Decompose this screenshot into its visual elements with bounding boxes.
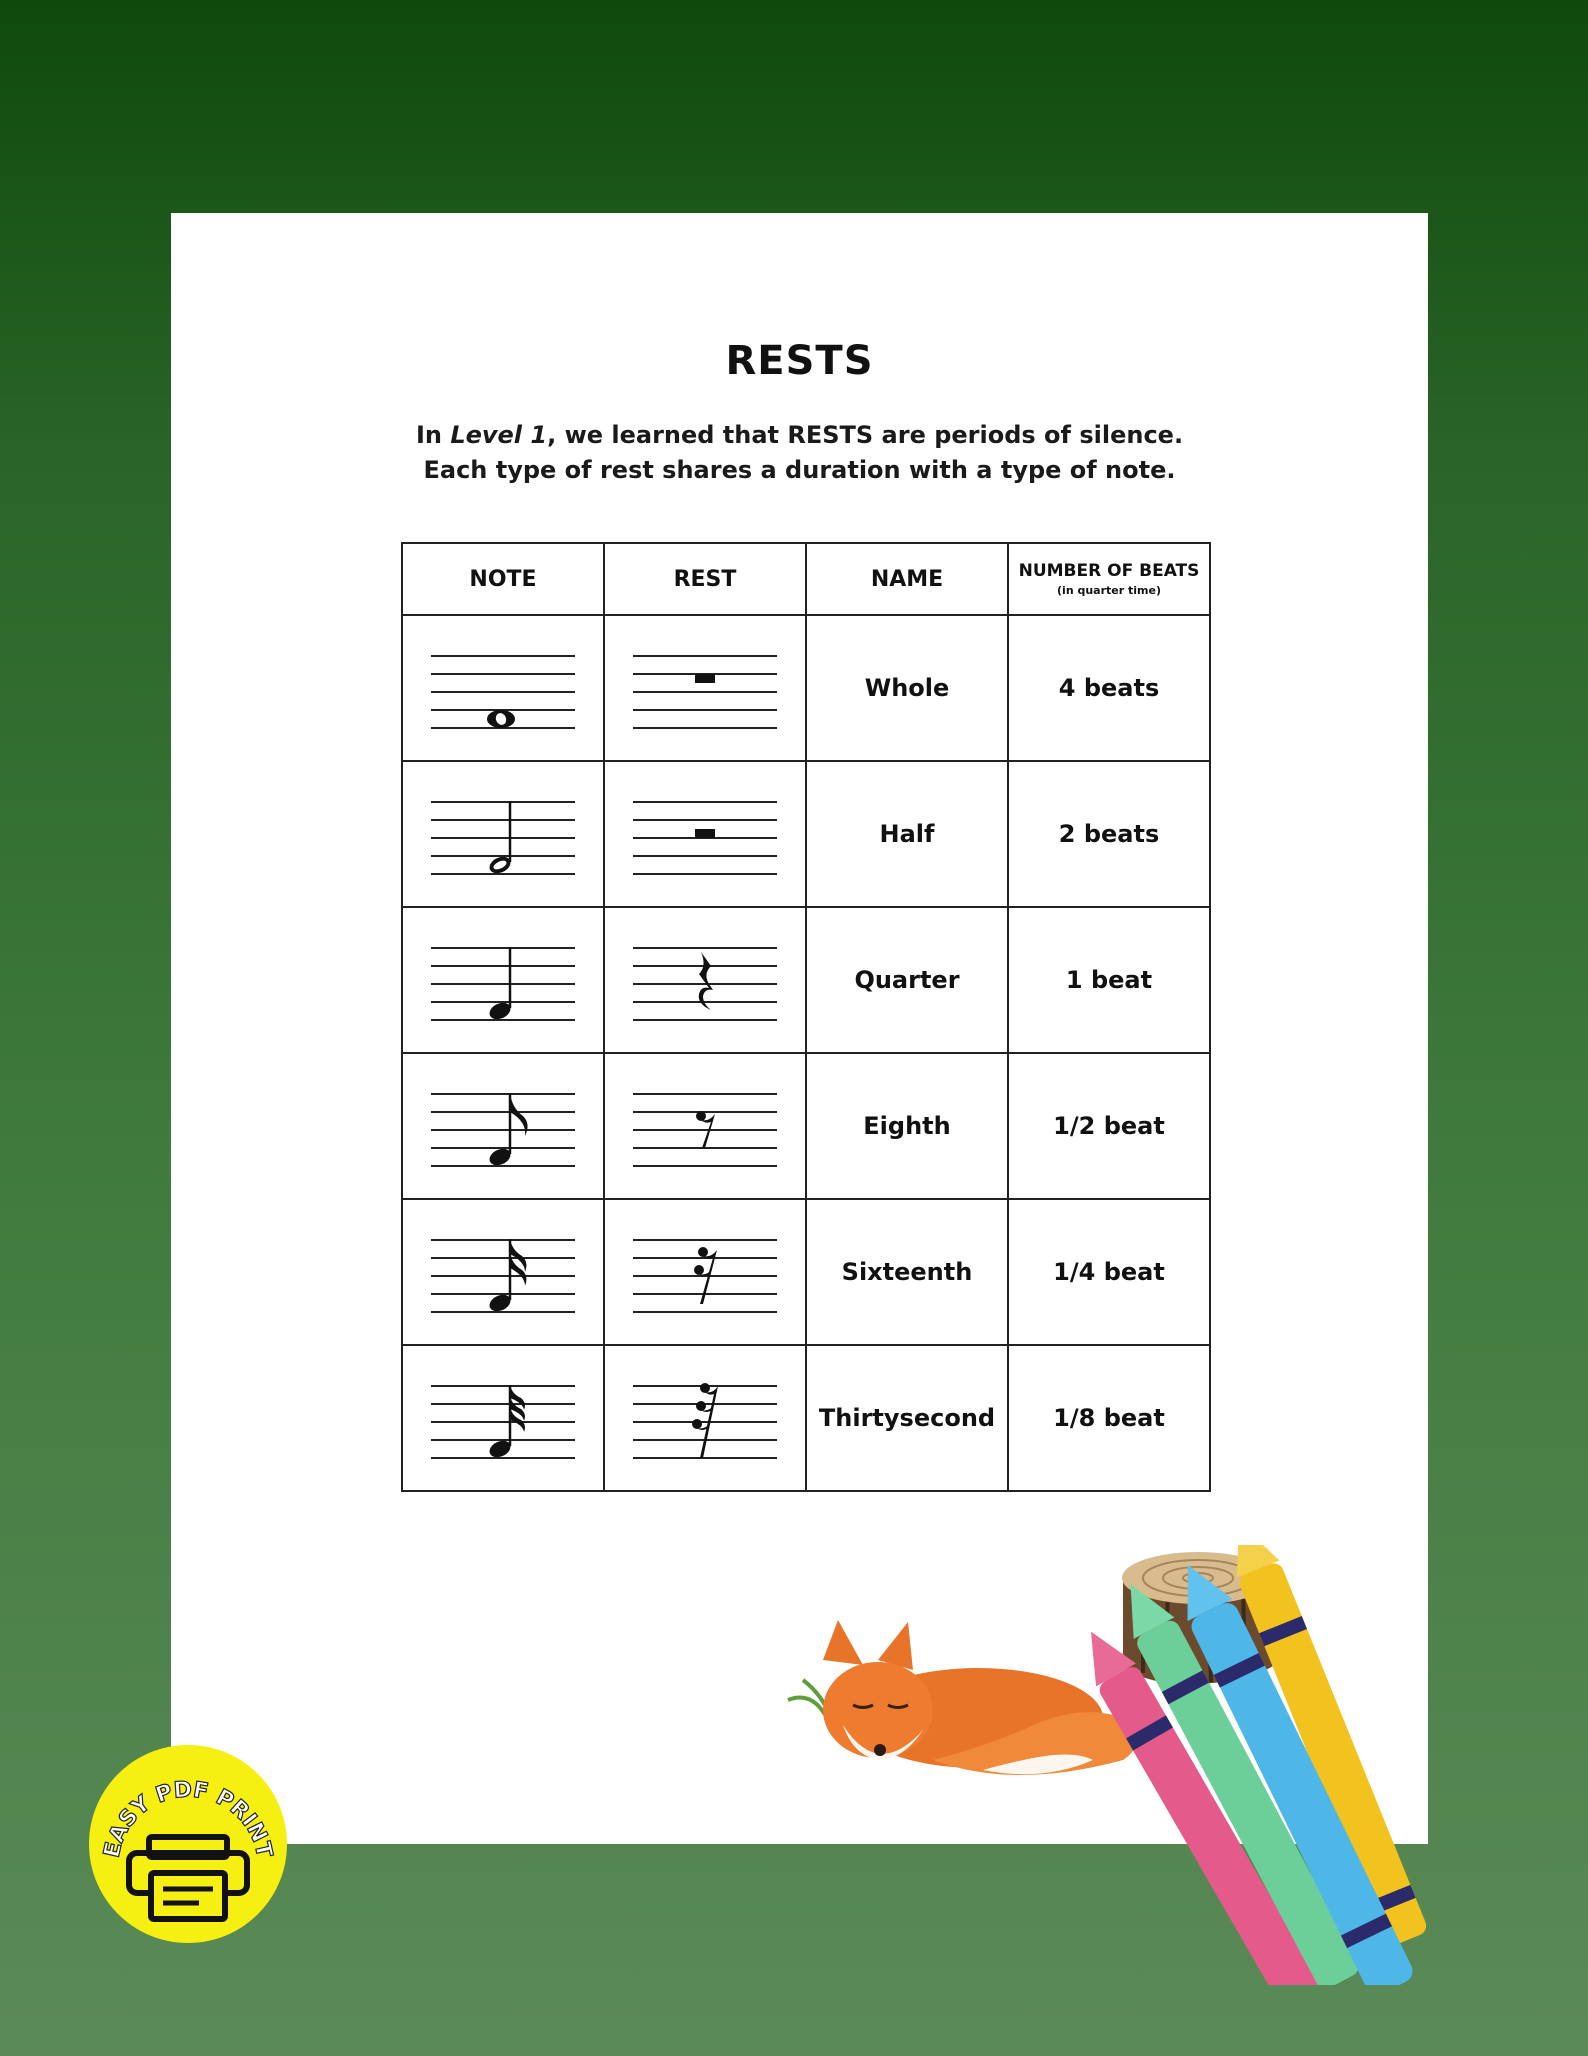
rest-cell: [604, 1199, 806, 1345]
note-cell: [402, 1053, 604, 1199]
thirtysecond-rest-icon: [625, 1368, 785, 1468]
table-header-row: [402, 543, 1210, 615]
intro-line1-suffix: , we learned that RESTS are periods of silence.: [547, 421, 1184, 449]
name-cell: Half: [806, 761, 1008, 907]
beats-cell: 4 beats: [1008, 615, 1210, 761]
header-beats: [1008, 543, 1210, 615]
quarter-note-icon: [423, 930, 583, 1030]
table-row: [402, 615, 1210, 761]
beats-cell: 1/8 beat: [1008, 1345, 1210, 1491]
badge-text: EASY PDF PRINT: [99, 1777, 277, 1860]
intro-text: [171, 418, 1428, 488]
sixteenth-rest-icon: [625, 1222, 785, 1322]
printer-icon: [89, 1745, 287, 1943]
header-beats-label: NUMBER OF BEATS: [1018, 561, 1200, 581]
page-title: RESTS: [725, 338, 874, 384]
name-cell: Eighth: [806, 1053, 1008, 1199]
intro-line2: Each type of rest shares a duration with a type of note.: [423, 456, 1176, 484]
eighth-rest-icon: [625, 1076, 785, 1176]
note-cell: [402, 1199, 604, 1345]
rests-table: [401, 542, 1211, 1492]
name-cell: Whole: [806, 615, 1008, 761]
rest-cell: [604, 615, 806, 761]
name-cell: Thirtysecond: [806, 1345, 1008, 1491]
beats-cell: 2 beats: [1008, 761, 1210, 907]
whole-note-icon: [423, 638, 583, 738]
header-note: NOTE: [402, 543, 604, 615]
rest-cell: [604, 761, 806, 907]
easy-pdf-print-badge: [89, 1745, 287, 1943]
header-beats-sub: (in quarter time): [1057, 584, 1161, 597]
beats-cell: 1/4 beat: [1008, 1199, 1210, 1345]
quarter-rest-icon: [625, 930, 785, 1030]
half-note-icon: [423, 784, 583, 884]
rest-cell: [604, 1053, 806, 1199]
header-rest: REST: [604, 543, 806, 615]
table-row: [402, 907, 1210, 1053]
note-cell: [402, 907, 604, 1053]
whole-rest-icon: [625, 638, 785, 738]
table-row: [402, 1053, 1210, 1199]
name-cell: Sixteenth: [806, 1199, 1008, 1345]
note-cell: [402, 615, 604, 761]
half-rest-icon: [625, 784, 785, 884]
rest-cell: [604, 907, 806, 1053]
crayons-illustration: [1060, 1545, 1500, 1985]
table-row: [402, 761, 1210, 907]
rest-cell: [604, 1345, 806, 1491]
intro-level-emphasis: Level 1: [450, 421, 548, 449]
name-cell: Quarter: [806, 907, 1008, 1053]
intro-line1-prefix: In: [415, 421, 451, 449]
thirtysecond-note-icon: [423, 1368, 583, 1468]
beats-cell: 1/2 beat: [1008, 1053, 1210, 1199]
sixteenth-note-icon: [423, 1222, 583, 1322]
table-row: [402, 1345, 1210, 1491]
table-row: [402, 1199, 1210, 1345]
beats-cell: 1 beat: [1008, 907, 1210, 1053]
note-cell: [402, 1345, 604, 1491]
header-name: NAME: [806, 543, 1008, 615]
note-cell: [402, 761, 604, 907]
eighth-note-icon: [423, 1076, 583, 1176]
